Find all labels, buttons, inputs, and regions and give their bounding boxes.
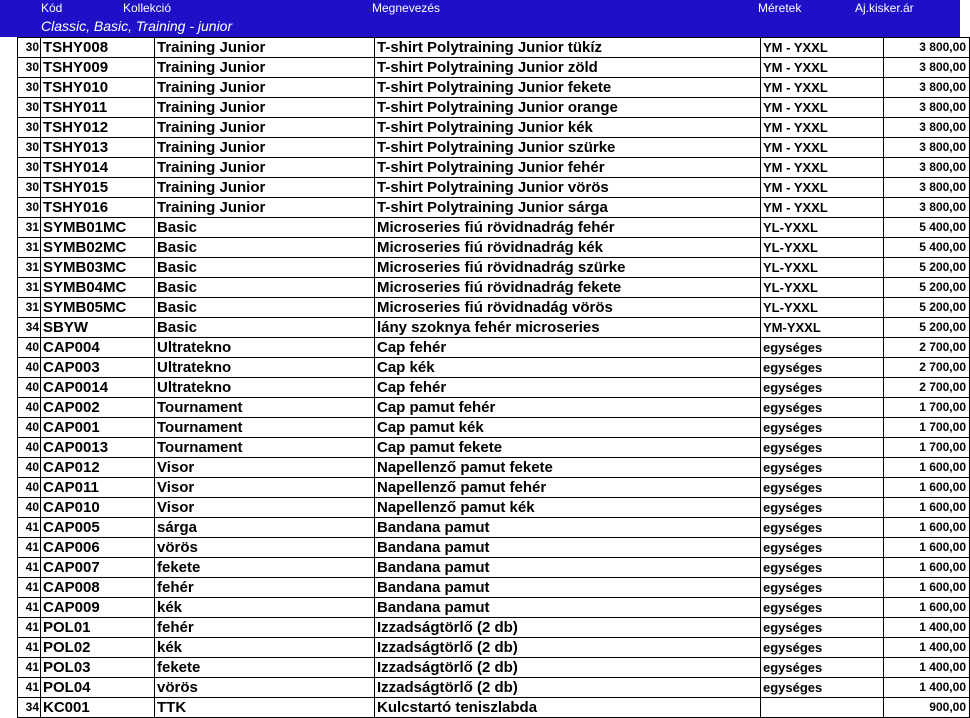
table-row bbox=[18, 658, 970, 678]
header-kollekcio: Kollekció bbox=[123, 1, 172, 15]
product-code-cell: CAP006 bbox=[41, 538, 155, 558]
product-name-cell: Bandana pamut bbox=[375, 598, 761, 618]
product-code-cell: TSHY008 bbox=[41, 38, 155, 58]
header-ar: Aj.kisker.ár bbox=[855, 1, 914, 15]
table-row bbox=[18, 258, 970, 278]
product-name-cell: Cap fehér bbox=[375, 378, 761, 398]
row-number-cell: 41 bbox=[18, 518, 41, 538]
row-number-cell: 40 bbox=[18, 338, 41, 358]
table-row bbox=[18, 398, 970, 418]
collection-cell: Training Junior bbox=[155, 98, 375, 118]
product-code-cell: TSHY016 bbox=[41, 198, 155, 218]
row-number-cell: 41 bbox=[18, 658, 41, 678]
price-cell: 1 600,00 bbox=[884, 558, 970, 578]
row-number-cell: 30 bbox=[18, 178, 41, 198]
size-cell: egységes bbox=[761, 358, 884, 378]
table-row bbox=[18, 218, 970, 238]
collection-cell: Ultratekno bbox=[155, 338, 375, 358]
table-row bbox=[18, 138, 970, 158]
collection-cell: Visor bbox=[155, 458, 375, 478]
product-code-cell: SYMB02MC bbox=[41, 238, 155, 258]
price-cell: 5 400,00 bbox=[884, 238, 970, 258]
row-number-cell: 41 bbox=[18, 598, 41, 618]
row-number-cell: 40 bbox=[18, 438, 41, 458]
size-cell: YL-YXXL bbox=[761, 298, 884, 318]
product-name-cell: Microseries fiú rövidnadrág kék bbox=[375, 238, 761, 258]
product-code-cell: TSHY014 bbox=[41, 158, 155, 178]
price-cell: 3 800,00 bbox=[884, 78, 970, 98]
product-name-cell: Bandana pamut bbox=[375, 518, 761, 538]
table-row bbox=[18, 438, 970, 458]
collection-cell: vörös bbox=[155, 678, 375, 698]
table-row bbox=[18, 518, 970, 538]
row-number-cell: 31 bbox=[18, 218, 41, 238]
price-cell: 1 700,00 bbox=[884, 438, 970, 458]
table-row bbox=[18, 698, 970, 718]
collection-cell: Tournament bbox=[155, 418, 375, 438]
product-code-cell: CAP001 bbox=[41, 418, 155, 438]
price-table-body bbox=[18, 38, 970, 718]
product-name-cell: T-shirt Polytraining Junior fehér bbox=[375, 158, 761, 178]
table-row bbox=[18, 178, 970, 198]
product-name-cell: T-shirt Polytraining Junior tükíz bbox=[375, 38, 761, 58]
price-cell: 3 800,00 bbox=[884, 58, 970, 78]
size-cell: egységes bbox=[761, 658, 884, 678]
column-header-bar bbox=[0, 0, 960, 17]
table-row bbox=[18, 598, 970, 618]
product-name-cell: Microseries fiú rövidnadág vörös bbox=[375, 298, 761, 318]
product-code-cell: CAP002 bbox=[41, 398, 155, 418]
table-row bbox=[18, 118, 970, 138]
size-cell: YM - YXXL bbox=[761, 138, 884, 158]
price-cell: 5 400,00 bbox=[884, 218, 970, 238]
product-name-cell: Microseries fiú rövidnadrág szürke bbox=[375, 258, 761, 278]
size-cell: YL-YXXL bbox=[761, 278, 884, 298]
size-cell: egységes bbox=[761, 398, 884, 418]
collection-cell: fehér bbox=[155, 618, 375, 638]
product-code-cell: CAP010 bbox=[41, 498, 155, 518]
price-cell: 1 600,00 bbox=[884, 478, 970, 498]
size-cell: egységes bbox=[761, 598, 884, 618]
product-code-cell: TSHY011 bbox=[41, 98, 155, 118]
size-cell: YL-YXXL bbox=[761, 238, 884, 258]
row-number-cell: 41 bbox=[18, 558, 41, 578]
size-cell: YM - YXXL bbox=[761, 178, 884, 198]
price-cell: 5 200,00 bbox=[884, 278, 970, 298]
size-cell: egységes bbox=[761, 458, 884, 478]
size-cell: egységes bbox=[761, 678, 884, 698]
product-name-cell: Bandana pamut bbox=[375, 558, 761, 578]
row-number-cell: 30 bbox=[18, 58, 41, 78]
table-row bbox=[18, 618, 970, 638]
product-name-cell: Napellenző pamut kék bbox=[375, 498, 761, 518]
row-number-cell: 34 bbox=[18, 318, 41, 338]
price-cell: 1 600,00 bbox=[884, 498, 970, 518]
product-code-cell: POL03 bbox=[41, 658, 155, 678]
price-cell: 3 800,00 bbox=[884, 98, 970, 118]
price-cell: 1 600,00 bbox=[884, 458, 970, 478]
product-code-cell: CAP0014 bbox=[41, 378, 155, 398]
row-number-cell: 40 bbox=[18, 478, 41, 498]
table-row bbox=[18, 378, 970, 398]
price-cell: 5 200,00 bbox=[884, 318, 970, 338]
price-cell: 1 600,00 bbox=[884, 518, 970, 538]
price-table-wrap bbox=[17, 37, 970, 718]
collection-cell: sárga bbox=[155, 518, 375, 538]
price-cell: 1 700,00 bbox=[884, 418, 970, 438]
table-row bbox=[18, 678, 970, 698]
price-cell: 5 200,00 bbox=[884, 298, 970, 318]
product-code-cell: CAP005 bbox=[41, 518, 155, 538]
table-row bbox=[18, 78, 970, 98]
row-number-cell: 30 bbox=[18, 158, 41, 178]
product-name-cell: T-shirt Polytraining Junior fekete bbox=[375, 78, 761, 98]
price-cell: 1 700,00 bbox=[884, 398, 970, 418]
product-name-cell: lány szoknya fehér microseries bbox=[375, 318, 761, 338]
table-row bbox=[18, 538, 970, 558]
table-row bbox=[18, 638, 970, 658]
product-code-cell: POL01 bbox=[41, 618, 155, 638]
collection-cell: Basic bbox=[155, 258, 375, 278]
collection-cell: Ultratekno bbox=[155, 378, 375, 398]
collection-cell: fehér bbox=[155, 578, 375, 598]
collection-cell: kék bbox=[155, 638, 375, 658]
collection-cell: Training Junior bbox=[155, 78, 375, 98]
section-subtitle-bar bbox=[0, 17, 960, 37]
collection-cell: Training Junior bbox=[155, 178, 375, 198]
header-megnevezes: Megnevezés bbox=[372, 1, 441, 15]
product-code-cell: TSHY013 bbox=[41, 138, 155, 158]
row-number-cell: 30 bbox=[18, 198, 41, 218]
table-row bbox=[18, 498, 970, 518]
product-code-cell: CAP012 bbox=[41, 458, 155, 478]
size-cell: egységes bbox=[761, 618, 884, 638]
price-cell: 2 700,00 bbox=[884, 358, 970, 378]
price-cell: 1 400,00 bbox=[884, 658, 970, 678]
row-number-cell: 31 bbox=[18, 238, 41, 258]
size-cell bbox=[761, 698, 884, 718]
product-code-cell: SYMB01MC bbox=[41, 218, 155, 238]
product-name-cell: Kulcstartó teniszlabda bbox=[375, 698, 761, 718]
price-cell: 3 800,00 bbox=[884, 198, 970, 218]
table-row bbox=[18, 338, 970, 358]
product-name-cell: Napellenző pamut fehér bbox=[375, 478, 761, 498]
collection-cell: Basic bbox=[155, 218, 375, 238]
price-cell: 3 800,00 bbox=[884, 138, 970, 158]
product-name-cell: T-shirt Polytraining Junior orange bbox=[375, 98, 761, 118]
product-code-cell: SYMB05MC bbox=[41, 298, 155, 318]
product-code-cell: CAP007 bbox=[41, 558, 155, 578]
product-code-cell: CAP004 bbox=[41, 338, 155, 358]
product-name-cell: T-shirt Polytraining Junior vörös bbox=[375, 178, 761, 198]
table-row bbox=[18, 198, 970, 218]
row-number-cell: 31 bbox=[18, 258, 41, 278]
collection-cell: kék bbox=[155, 598, 375, 618]
product-name-cell: Bandana pamut bbox=[375, 578, 761, 598]
size-cell: egységes bbox=[761, 578, 884, 598]
price-cell: 3 800,00 bbox=[884, 118, 970, 138]
product-name-cell: Izzadságtörlő (2 db) bbox=[375, 618, 761, 638]
price-cell: 1 400,00 bbox=[884, 678, 970, 698]
header-meretek: Méretek bbox=[758, 1, 802, 15]
price-cell: 5 200,00 bbox=[884, 258, 970, 278]
collection-cell: vörös bbox=[155, 538, 375, 558]
price-cell: 3 800,00 bbox=[884, 38, 970, 58]
product-code-cell: KC001 bbox=[41, 698, 155, 718]
price-cell: 1 600,00 bbox=[884, 578, 970, 598]
collection-cell: Basic bbox=[155, 238, 375, 258]
price-cell: 1 400,00 bbox=[884, 618, 970, 638]
collection-cell: Visor bbox=[155, 478, 375, 498]
collection-cell: fekete bbox=[155, 658, 375, 678]
header-kod: Kód bbox=[41, 1, 63, 15]
product-name-cell: Cap fehér bbox=[375, 338, 761, 358]
row-number-cell: 34 bbox=[18, 698, 41, 718]
row-number-cell: 40 bbox=[18, 398, 41, 418]
collection-cell: TTK bbox=[155, 698, 375, 718]
collection-cell: Training Junior bbox=[155, 118, 375, 138]
product-name-cell: Cap pamut kék bbox=[375, 418, 761, 438]
collection-cell: Training Junior bbox=[155, 158, 375, 178]
collection-cell: Training Junior bbox=[155, 198, 375, 218]
product-name-cell: Cap kék bbox=[375, 358, 761, 378]
table-row bbox=[18, 238, 970, 258]
row-number-cell: 31 bbox=[18, 278, 41, 298]
size-cell: YM - YXXL bbox=[761, 58, 884, 78]
price-cell: 1 400,00 bbox=[884, 638, 970, 658]
table-row bbox=[18, 418, 970, 438]
row-number-cell: 30 bbox=[18, 78, 41, 98]
collection-cell: Basic bbox=[155, 318, 375, 338]
collection-cell: Basic bbox=[155, 298, 375, 318]
size-cell: YM-YXXL bbox=[761, 318, 884, 338]
product-code-cell: SYMB03MC bbox=[41, 258, 155, 278]
product-name-cell: Microseries fiú rövidnadrág fehér bbox=[375, 218, 761, 238]
size-cell: YM - YXXL bbox=[761, 118, 884, 138]
row-number-cell: 41 bbox=[18, 678, 41, 698]
product-code-cell: POL04 bbox=[41, 678, 155, 698]
collection-cell: Training Junior bbox=[155, 138, 375, 158]
row-number-cell: 31 bbox=[18, 298, 41, 318]
size-cell: YM - YXXL bbox=[761, 78, 884, 98]
size-cell: egységes bbox=[761, 638, 884, 658]
product-code-cell: CAP011 bbox=[41, 478, 155, 498]
product-code-cell: CAP009 bbox=[41, 598, 155, 618]
row-number-cell: 40 bbox=[18, 458, 41, 478]
size-cell: YM - YXXL bbox=[761, 38, 884, 58]
price-table bbox=[17, 37, 970, 718]
size-cell: YL-YXXL bbox=[761, 258, 884, 278]
product-name-cell: T-shirt Polytraining Junior sárga bbox=[375, 198, 761, 218]
table-row bbox=[18, 158, 970, 178]
row-number-cell: 40 bbox=[18, 378, 41, 398]
table-row bbox=[18, 458, 970, 478]
row-number-cell: 30 bbox=[18, 98, 41, 118]
table-row bbox=[18, 318, 970, 338]
product-name-cell: T-shirt Polytraining Junior kék bbox=[375, 118, 761, 138]
price-cell: 2 700,00 bbox=[884, 338, 970, 358]
product-code-cell: CAP003 bbox=[41, 358, 155, 378]
product-name-cell: Izzadságtörlő (2 db) bbox=[375, 678, 761, 698]
product-code-cell: TSHY010 bbox=[41, 78, 155, 98]
product-code-cell: TSHY009 bbox=[41, 58, 155, 78]
size-cell: egységes bbox=[761, 378, 884, 398]
collection-cell: Training Junior bbox=[155, 38, 375, 58]
row-number-cell: 40 bbox=[18, 358, 41, 378]
price-cell: 900,00 bbox=[884, 698, 970, 718]
row-number-cell: 41 bbox=[18, 578, 41, 598]
size-cell: egységes bbox=[761, 338, 884, 358]
price-cell: 1 600,00 bbox=[884, 538, 970, 558]
size-cell: egységes bbox=[761, 418, 884, 438]
product-name-cell: T-shirt Polytraining Junior zöld bbox=[375, 58, 761, 78]
size-cell: egységes bbox=[761, 498, 884, 518]
collection-cell: Visor bbox=[155, 498, 375, 518]
row-number-cell: 30 bbox=[18, 38, 41, 58]
table-row bbox=[18, 38, 970, 58]
size-cell: egységes bbox=[761, 518, 884, 538]
product-name-cell: Cap pamut fekete bbox=[375, 438, 761, 458]
price-cell: 3 800,00 bbox=[884, 158, 970, 178]
row-number-cell: 41 bbox=[18, 538, 41, 558]
size-cell: YM - YXXL bbox=[761, 98, 884, 118]
collection-cell: Ultratekno bbox=[155, 358, 375, 378]
size-cell: egységes bbox=[761, 538, 884, 558]
product-name-cell: Napellenző pamut fekete bbox=[375, 458, 761, 478]
product-code-cell: TSHY012 bbox=[41, 118, 155, 138]
product-name-cell: Izzadságtörlő (2 db) bbox=[375, 638, 761, 658]
size-cell: egységes bbox=[761, 438, 884, 458]
product-code-cell: CAP0013 bbox=[41, 438, 155, 458]
table-row bbox=[18, 298, 970, 318]
section-subtitle: Classic, Basic, Training - junior bbox=[41, 18, 233, 34]
collection-cell: Tournament bbox=[155, 438, 375, 458]
size-cell: YL-YXXL bbox=[761, 218, 884, 238]
table-row bbox=[18, 478, 970, 498]
collection-cell: Training Junior bbox=[155, 58, 375, 78]
product-code-cell: SBYW bbox=[41, 318, 155, 338]
price-cell: 1 600,00 bbox=[884, 598, 970, 618]
row-number-cell: 40 bbox=[18, 418, 41, 438]
size-cell: egységes bbox=[761, 558, 884, 578]
product-name-cell: Microseries fiú rövidnadrág fekete bbox=[375, 278, 761, 298]
price-cell: 3 800,00 bbox=[884, 178, 970, 198]
product-name-cell: T-shirt Polytraining Junior szürke bbox=[375, 138, 761, 158]
product-name-cell: Bandana pamut bbox=[375, 538, 761, 558]
product-code-cell: POL02 bbox=[41, 638, 155, 658]
row-number-cell: 41 bbox=[18, 618, 41, 638]
size-cell: YM - YXXL bbox=[761, 158, 884, 178]
product-name-cell: Izzadságtörlő (2 db) bbox=[375, 658, 761, 678]
product-code-cell: CAP008 bbox=[41, 578, 155, 598]
size-cell: YM - YXXL bbox=[761, 198, 884, 218]
table-row bbox=[18, 58, 970, 78]
table-row bbox=[18, 558, 970, 578]
table-row bbox=[18, 98, 970, 118]
row-number-cell: 40 bbox=[18, 498, 41, 518]
row-number-cell: 30 bbox=[18, 118, 41, 138]
table-row bbox=[18, 278, 970, 298]
table-row bbox=[18, 578, 970, 598]
table-row bbox=[18, 358, 970, 378]
product-name-cell: Cap pamut fehér bbox=[375, 398, 761, 418]
size-cell: egységes bbox=[761, 478, 884, 498]
product-code-cell: TSHY015 bbox=[41, 178, 155, 198]
collection-cell: Basic bbox=[155, 278, 375, 298]
collection-cell: fekete bbox=[155, 558, 375, 578]
row-number-cell: 41 bbox=[18, 638, 41, 658]
price-cell: 2 700,00 bbox=[884, 378, 970, 398]
row-number-cell: 30 bbox=[18, 138, 41, 158]
collection-cell: Tournament bbox=[155, 398, 375, 418]
product-code-cell: SYMB04MC bbox=[41, 278, 155, 298]
